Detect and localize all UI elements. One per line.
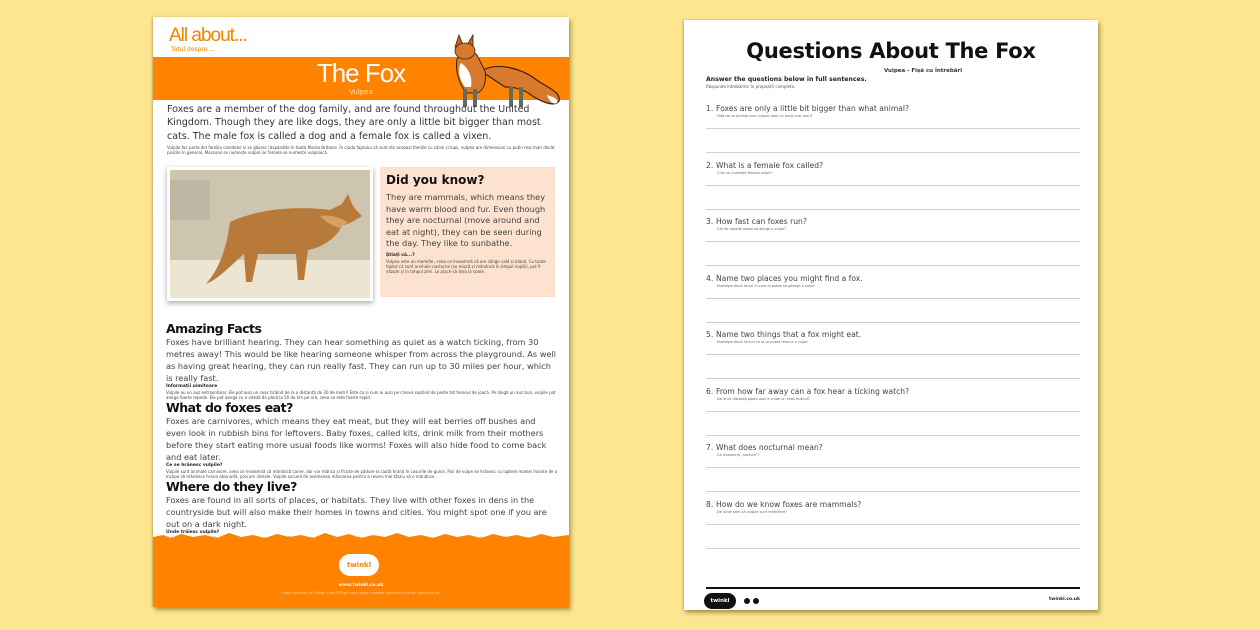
question-label: What does nocturnal mean? — [716, 443, 823, 452]
question-translation: Ce înseamnă „nocturn”? — [717, 453, 760, 457]
did-you-know-text: They are mammals, which means they have warm blood and fur. Even though they are nocturnal (move around and eat at night), they can be seen during the day. They like to sunbathe. — [386, 192, 546, 249]
answer-line[interactable] — [706, 298, 1080, 299]
question-label: How fast can foxes run? — [716, 217, 807, 226]
section-translation: Vulpile au un auz extraordinar. Ele pot auzi un ceas ticăind de la o distanță de 30 de metri! Este ca și cum ai auzi pe cineva șoptind de peste tot terenul de joacă. Pe lângă un auz bun, vulpile pot alerga foarte repede. Ele pot alerga cu o viteză de până la 50 de km pe oră, ceea ce este foarte rapid. — [166, 390, 556, 400]
question-item — [706, 161, 1082, 175]
question-translation: Numește două lucruri ce le-ar putea mânca o vulpe. — [717, 340, 809, 344]
question-item — [706, 274, 1082, 288]
did-you-know-box — [380, 167, 555, 297]
question-item — [706, 217, 1082, 231]
did-you-know-subtitle: Știați că...? — [386, 252, 415, 258]
question-label: Name two places you might find a fox. — [716, 273, 863, 283]
question-text — [706, 161, 1082, 170]
section-text: Foxes are carnivores, which means they eat meat, but they will eat berries off bushes and even look in rubbish bins for leftovers. Baby foxes, called kits, drink milk from their mothers before they start eating more usual foods like worms! Foxes will also hide food to come back and eat later. — [166, 416, 547, 462]
answer-line[interactable] — [706, 354, 1080, 355]
fox-photo-icon — [170, 170, 370, 298]
kicker: All about... — [169, 25, 247, 46]
question-label: What is a female fox called? — [716, 160, 824, 170]
question-item — [706, 330, 1082, 344]
question-label: Name two things that a fox might eat. — [716, 330, 862, 339]
section-title: Amazing Facts — [166, 321, 262, 336]
worksheet-page — [684, 20, 1098, 610]
dot-icon — [744, 598, 750, 604]
question-translation: Cât de repede poate să alerge o vulpe? — [717, 227, 787, 231]
answer-line[interactable] — [706, 185, 1080, 186]
fox-photo — [167, 167, 373, 301]
question-label: How do we know foxes are mammals? — [716, 499, 862, 509]
intro-paragraph — [167, 103, 557, 155]
section-subtitle: Ce se hrănesc vulpile? — [166, 463, 223, 468]
question-text — [706, 104, 1082, 113]
answer-line[interactable] — [706, 548, 1080, 549]
footer-torn-edge — [153, 531, 569, 541]
intro-text: Foxes are a member of the dog family, and are found throughout the United Kingdom. Though they are like dogs, they are only a little bit bigger than most cats. The male fox is called a dog and a female fox is called a vixen. — [167, 104, 541, 142]
worksheet-instruction: Answer the questions below in full sentences. — [706, 76, 867, 83]
question-number: 5. — [706, 330, 714, 339]
question-number: 3. — [706, 217, 714, 226]
section-amazing-facts — [166, 321, 558, 400]
question-translation: De unde știm că vulpile sunt mamifere? — [717, 509, 787, 514]
page-title: The Fox — [316, 58, 406, 88]
page-title-translation: Vulpea — [349, 88, 373, 96]
question-text — [706, 443, 1082, 452]
answer-line[interactable] — [706, 378, 1080, 379]
answer-line[interactable] — [706, 322, 1080, 323]
answer-line[interactable] — [706, 524, 1080, 525]
fox-illustration — [443, 31, 563, 109]
question-number: 1. — [706, 104, 714, 113]
answer-line[interactable] — [706, 128, 1080, 129]
section-what-do-foxes-eat — [166, 400, 558, 479]
question-translation: Cum se numește femela vulpii? — [717, 170, 773, 175]
footer-url[interactable]: twinkl.co.uk — [1049, 597, 1080, 602]
section-translation: Vulpile sunt animale carnivore, ceea ce înseamnă că mănâncă carne, dar vor mânca și fructe de pădure și caută hrană în coșurile de gunoi. Puii de vulpe se hrănesc cu laptele mamei înainte de a începe să mănânce hrana obișnuită, precum râmele. Vulpile ascund de asemenea mâncarea pentru a reveni mai târziu să o mănânce. — [166, 469, 558, 479]
question-number: 2. — [706, 160, 714, 170]
kicker-translation: Totul despre ... — [171, 46, 216, 53]
dot-icon — [753, 598, 759, 604]
worksheet-title: Questions About The Fox — [746, 39, 1036, 63]
answer-line[interactable] — [706, 467, 1080, 468]
worksheet-subtitle: Vulpea - Fișă cu întrebări — [884, 68, 963, 74]
section-title: Where do they live? — [166, 479, 297, 494]
answer-line[interactable] — [706, 491, 1080, 492]
question-text — [706, 330, 1082, 339]
answer-line[interactable] — [706, 411, 1080, 412]
question-text — [706, 387, 1082, 396]
question-item — [706, 104, 1082, 118]
section-text: Foxes are found in all sorts of places, or habitats. They live with other foxes in dens in the countryside but will also make their homes in towns and cities. You might spot one if you are out on a dark night. — [166, 495, 547, 529]
question-text — [706, 500, 1082, 509]
footer-url[interactable]: www.twinkl.co.uk — [338, 583, 384, 588]
question-label: Foxes are only a little bit bigger than what animal? — [716, 104, 910, 113]
question-text — [706, 274, 1082, 283]
question-number: 7. — [706, 443, 714, 452]
question-number: 8. — [706, 499, 714, 509]
question-translation: Numește două locuri în care ai putea să găsești o vulpe. — [717, 283, 816, 288]
question-item — [706, 387, 1082, 401]
question-text — [706, 217, 1082, 226]
section-text: Foxes have brilliant hearing. They can hear something as quiet as a watch ticking, from 30 metres away! This would be like hearing someone whisper from across the playground. As well as having great hearing, they can run really fast. They can run up to 30 miles per hour, which is really fast. — [166, 337, 556, 383]
question-translation: Față de ce animal sunt vulpile doar cu puțin mai mari? — [717, 114, 813, 118]
question-number: 6. — [706, 386, 714, 396]
did-you-know-title: Did you know? — [386, 173, 485, 187]
twinkl-logo: twinkl — [339, 554, 379, 576]
worksheet-instruction-translation: Răspunde întrebărilor în propoziții complete. — [706, 84, 796, 89]
fox-photo-image — [170, 170, 370, 298]
twinkl-logo: twinkl — [704, 593, 736, 609]
footer-copyright: Photo courtesy of Pixaby. Free PSEvall used under creative commons license (twinkl.co.uk) — [281, 591, 441, 595]
question-translation: De la ce distanță poate auzi o vulpe un ceas ticăind? — [717, 396, 810, 401]
fact-sheet-page — [153, 17, 569, 607]
section-subtitle: Unde trăiesc vulpile? — [166, 530, 220, 535]
section-subtitle: Informații uimitoare — [166, 384, 218, 389]
answer-line[interactable] — [706, 435, 1080, 436]
footer-rule — [706, 587, 1080, 589]
section-title: What do foxes eat? — [166, 400, 293, 415]
question-item — [706, 500, 1082, 514]
answer-line[interactable] — [706, 209, 1080, 210]
question-label: From how far away can a fox hear a ticking watch? — [716, 386, 910, 396]
fact-sheet-footer — [153, 539, 569, 607]
did-you-know-translation: Vulpea este un mamifer, ceea ce înseamnă că are sânge cald și blană. Cu toate faptul că sunt animale nocturne (se mișcă și mănâncă în timpul nopții), pot fi văzute și în timpul zilei. Le place să stea la soare. — [386, 258, 546, 274]
answer-line[interactable] — [706, 241, 1080, 242]
question-item — [706, 443, 1082, 457]
answer-line[interactable] — [706, 265, 1080, 266]
intro-translation: Vulpile fac parte din familia canidelor și se găsesc răspândite în toată Marea Britanie. În ciuda faptului că sunt din aceeași familie cu câinii și lupii, vulpea are dimensiuni cu puțin mai mari decât pisicile în general. Masculul se numește vulpoi iar femela se numește vulpoaică. — [167, 144, 555, 155]
answer-line[interactable] — [706, 152, 1080, 153]
question-number: 4. — [706, 273, 714, 283]
